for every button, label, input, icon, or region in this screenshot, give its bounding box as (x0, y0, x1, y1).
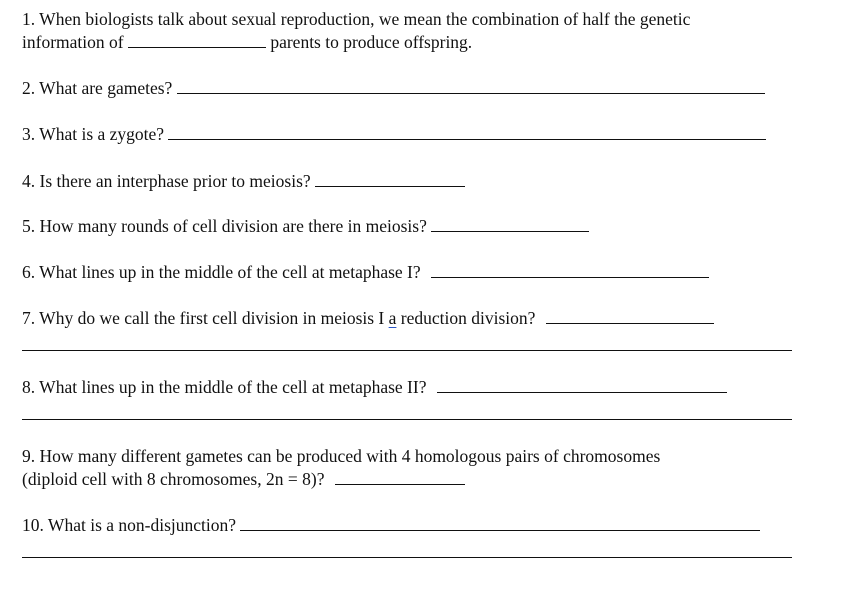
answer-line-7b[interactable] (22, 350, 792, 351)
answer-blank-8[interactable] (437, 376, 727, 393)
answer-blank-5[interactable] (431, 215, 589, 232)
question-7-underlined-word: a (388, 308, 397, 328)
question-7-text-after: reduction division? (400, 308, 536, 328)
question-1-line-2-after: parents to produce offspring. (270, 32, 473, 52)
question-2 (22, 77, 765, 100)
question-4-text: 4. Is there an interphase prior to meiosis? (22, 171, 311, 191)
answer-blank-6[interactable] (431, 261, 709, 278)
question-1-line-2-before: information of (22, 32, 124, 52)
question-6 (22, 261, 709, 284)
question-9-line-2: (diploid cell with 8 chromosomes, 2n = 8)? (22, 469, 325, 489)
answer-line-8b[interactable] (22, 419, 792, 420)
question-4 (22, 170, 465, 193)
question-2-text: 2. What are gametes? (22, 78, 173, 98)
answer-blank-7[interactable] (546, 307, 714, 324)
answer-blank-9[interactable] (335, 468, 465, 485)
answer-blank-4[interactable] (315, 170, 465, 187)
question-9-line-1: 9. How many different gametes can be produced with 4 homologous pairs of chromosomes (22, 446, 661, 466)
question-6-text: 6. What lines up in the middle of the cell at metaphase I? (22, 262, 421, 282)
answer-blank-10[interactable] (240, 514, 760, 531)
question-1 (22, 8, 690, 31)
answer-line-10b[interactable] (22, 557, 792, 558)
question-10 (22, 514, 760, 537)
question-10-text: 10. What is a non-disjunction? (22, 515, 237, 535)
question-1-line-1: 1. When biologists talk about sexual reproduction, we mean the combination of half the genetic (22, 9, 691, 29)
question-3-text: 3. What is a zygote? (22, 124, 165, 144)
question-5-text: 5. How many rounds of cell division are there in meiosis? (22, 216, 427, 236)
question-5 (22, 215, 589, 238)
question-9 (22, 445, 660, 468)
question-8 (22, 376, 727, 399)
question-7-text-before: 7. Why do we call the first cell division in meiosis I (22, 308, 385, 328)
answer-blank-1[interactable] (128, 31, 266, 48)
question-3 (22, 123, 766, 146)
question-1-continuation (22, 31, 472, 54)
answer-blank-2[interactable] (177, 77, 765, 94)
answer-blank-3[interactable] (168, 123, 766, 140)
question-7 (22, 307, 714, 330)
question-8-text: 8. What lines up in the middle of the cell at metaphase II? (22, 377, 427, 397)
question-9-continuation (22, 468, 465, 491)
